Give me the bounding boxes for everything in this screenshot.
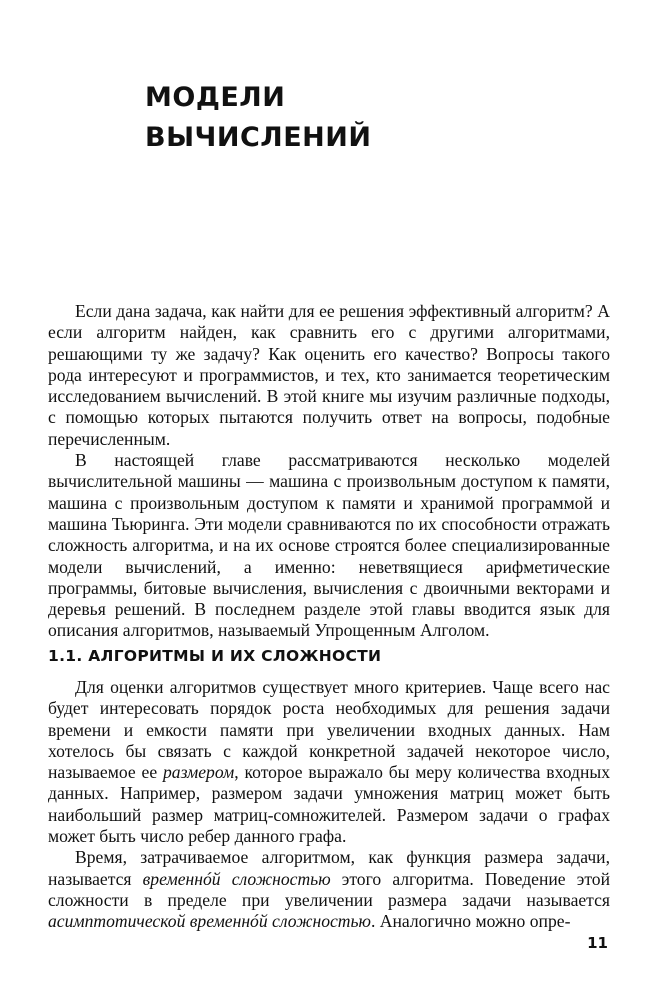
term-size: размером bbox=[163, 762, 235, 783]
page-number: 11 bbox=[587, 934, 608, 952]
term-time-complexity: временнóй сложностью bbox=[142, 868, 331, 889]
section-paragraph-2 bbox=[48, 847, 610, 932]
section-body bbox=[48, 677, 610, 933]
intro-paragraph-1: Если дана задача, как найти для ее решения эффективный алгоритм? А если алгоритм найден, как сравнить его с другими алгоритмами, решающими ту же задачу? Как оценить его качество? Вопросы такого рода интересуют и программистов, и тех, кто занимается теоретическим исследованием вычислений. В этой книге мы изучим различные подходы, с помощью которых пытаются получить ответ на вопросы, подобные перечисленным. bbox=[48, 301, 610, 449]
section-p1-text-a: Для оценки алгоритмов существует много критериев. Чаще всего нас будет интересовать порядок роста необходимых для решения задачи времени и емкости памяти при увеличении входных данных. Нам хотелось бы связать с каждой конкретной задачей некоторое число, называемое ее bbox=[48, 677, 610, 783]
chapter-title bbox=[145, 78, 371, 158]
section-p2-text-c: . Аналогично можно опре- bbox=[370, 911, 571, 932]
section-paragraph-1 bbox=[48, 677, 610, 847]
section-p1-text-b: , которое выражало бы меру количества входных данных. Например, размером задачи умножения матриц может быть наибольший размер матриц-сомножителей. Размером задачи о графах может быть число ребер данного графа. bbox=[48, 762, 610, 847]
term-asymptotic-time-complexity: асимптотической временнóй сложностью bbox=[48, 911, 371, 932]
section-p2-text-a: Время, затрачиваемое алгоритмом, как функция размера задачи, называется bbox=[48, 847, 610, 889]
section-p2-text-b: этого алгоритма. Поведение этой сложности в пределе при увеличении размера задачи называется bbox=[48, 868, 610, 910]
chapter-title-line-2: ВЫЧИСЛЕНИЙ bbox=[145, 122, 372, 153]
intro-paragraph-2: В настоящей главе рассматриваются несколько моделей вычислительной машины — машина с произвольным доступом к памяти, машина с произвольным доступом к памяти и хранимой программой и машина Тьюринга. Эти модели сравниваются по их способности отражать сложность алгоритма, и на их основе строятся более специализированные модели вычислений, а именно: неветвящиеся арифметические программы, битовые вычисления, вычисления с двоичными векторами и деревья решений. В последнем разделе этой главы вводится язык для описания алгоритмов, называемый Упрощенным Алголом. bbox=[48, 450, 610, 641]
section-heading: 1.1. АЛГОРИТМЫ И ИХ СЛОЖНОСТИ bbox=[48, 647, 382, 665]
intro-text bbox=[48, 301, 610, 642]
chapter-title-line-1: МОДЕЛИ bbox=[145, 82, 286, 113]
